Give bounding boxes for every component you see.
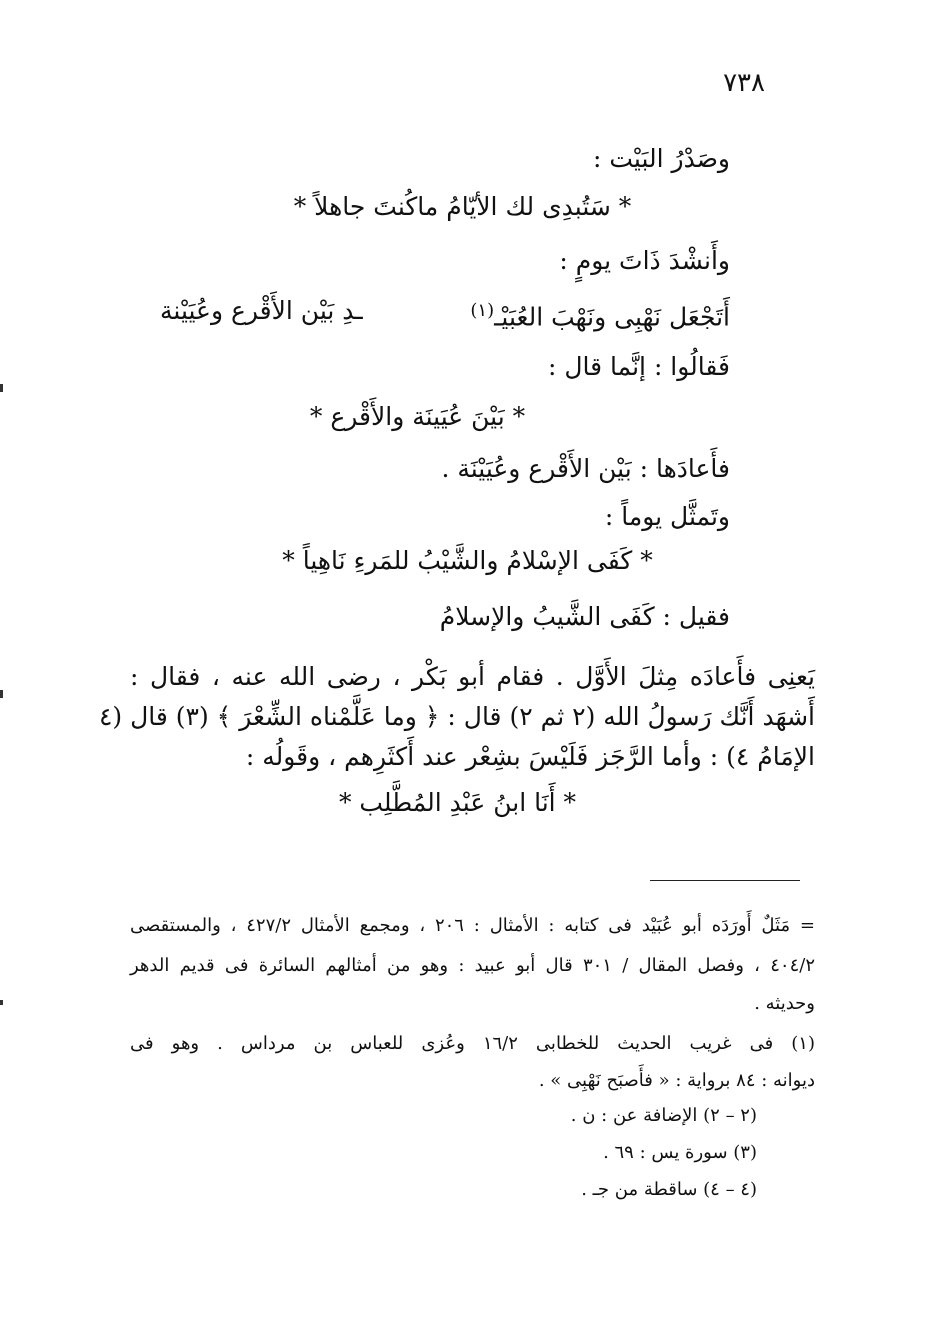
scan-mark <box>0 690 3 698</box>
text-line: وأَنشْدَ ذَاتَ يومٍ : <box>559 246 730 275</box>
footnote-ref: (١) <box>470 300 495 321</box>
verse-line: * كَفَى الإسْلامُ والشَّيْبُ للمَرءِ نَاهِياً * <box>282 546 653 575</box>
paragraph-line: يَعنِى فأَعادَه مِثلَ الأَوَّل . فقام أبو بَكْر ، رضى الله عنه ، فقال : <box>130 662 815 691</box>
verse-line: * سَتُبدِى لك الأيّامُ ماكُنتَ جاهلاً * <box>293 192 632 221</box>
footnote-line: ديوانه : ٨٤ برواية : « فأَصبَح نَهْبِى » . <box>538 1070 815 1091</box>
footnote-line: (٢ – ٢) الإضافة عن : ن . <box>570 1105 757 1126</box>
footnote-line: ٤٠٤/٢ ، وفصل المقال / ٣٠١ قال أبو عبيد : وهو من أمثالهم السائرة فى قديم الدهر <box>130 955 815 976</box>
footnote-line: وحديثه . <box>754 993 815 1014</box>
verse-first-hemistich-text: أَتَجْعَل نَهْبِى ونَهْبَ العُبَيْـ <box>494 302 730 332</box>
footnote-line: (٣) سورة يس : ٦٩ . <box>603 1142 757 1163</box>
verse-first-hemistich <box>470 294 730 334</box>
verse-line: * أَنَا ابنُ عَبْدِ المُطَّلِب * <box>338 788 577 817</box>
footnote-line: (٤ – ٤) ساقطة من جـ . <box>581 1179 757 1200</box>
verse-line: * بَيْنَ عُيَينَة والأَقْرع * <box>309 402 526 431</box>
text-line: فقيل : كَفَى الشَّيبُ والإسلامُ <box>439 602 730 631</box>
text-line: فأَعادَها : بَيْن الأَقْرع وعُيَيْنَة . <box>441 454 730 483</box>
text-line: وتَمثَّل يوماً : <box>604 502 730 531</box>
footnote-line: = مَثَلٌ أَورَدَه أبو عُبَيْد فى كتابه : الأمثال : ٢٠٦ ، ومجمع الأمثال ٤٢٧/٢ ، والمستقصى <box>130 915 816 936</box>
page-number: ٧٣٨ <box>723 68 765 98</box>
text-line: فَقالُوا : إنَّما قال : <box>547 352 730 381</box>
scan-mark <box>0 384 3 392</box>
footnote-separator <box>650 880 800 881</box>
paragraph-line: الإمَامُ ٤) : وأما الرَّجَز فَلَيْسَ بشِعْر عند أَكثَرِهم ، وقَولُه : <box>245 742 815 771</box>
verse-second-hemistich: ـدِ بَيْن الأَقْرع وعُيَيْنة <box>160 296 363 325</box>
footnote-line: (١) فى غريب الحديث للخطابى ١٦/٢ وعُزى للعباس بن مرداس . وهو فى <box>130 1033 815 1054</box>
paragraph-line: أَشهَد أَنَّك رَسولُ الله (٢ ثم ٢) قال : ﴿ وما عَلَّمْناه الشِّعْرَ ﴾ (٣) قال (٤ <box>98 702 815 731</box>
text-line: وصَدْرُ البَيْت : <box>592 144 730 173</box>
scan-mark <box>0 1000 3 1005</box>
